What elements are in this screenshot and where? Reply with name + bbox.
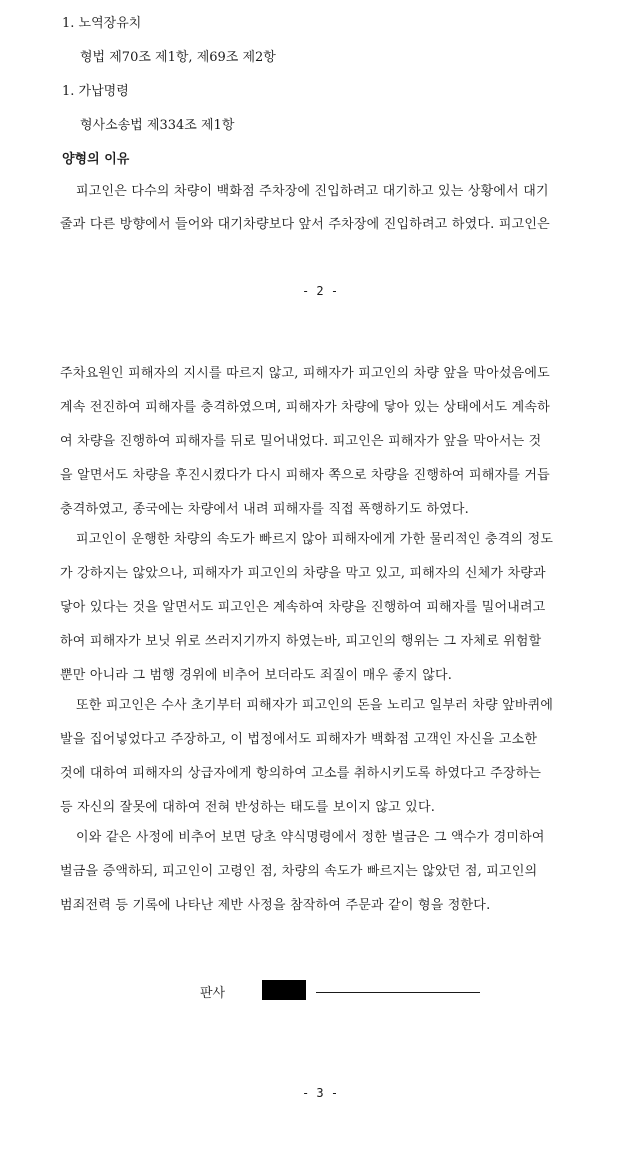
paragraph-line: 을 알면서도 차량을 후진시켰다가 다시 피해자 쪽으로 차량을 진행하여 피해자를 거듭 xyxy=(60,468,550,483)
paragraph-line: 하여 피해자가 보닛 위로 쓰러지기까지 하였는바, 피고인의 행위는 그 자체로 위험할 xyxy=(60,634,542,649)
redacted-name xyxy=(262,980,306,1000)
paragraph-line: 충격하였고, 종국에는 차량에서 내려 피해자를 직접 폭행하기도 하였다. xyxy=(60,502,469,517)
reason-title: 양형의 이유 xyxy=(62,152,130,167)
paragraph-line: 여 차량을 진행하여 피해자를 뒤로 밀어내었다. 피고인은 피해자가 앞을 막아서는 것 xyxy=(60,434,542,449)
paragraph-line: 또한 피고인은 수사 초기부터 피해자가 피고인의 돈을 노리고 일부러 차량 앞바퀴에 xyxy=(76,698,554,713)
paragraph-line: 범죄전력 등 기록에 나타난 제반 사정을 참작하여 주문과 같이 형을 정한다. xyxy=(60,898,491,913)
page-number: - 3 - xyxy=(301,1086,339,1100)
law-reference-detention: 형법 제70조 제1항, 제69조 제2항 xyxy=(80,50,276,65)
signature-line xyxy=(316,992,480,993)
paragraph-line: 벌금을 증액하되, 피고인이 고령인 점, 차량의 속도가 빠르지는 않았던 점, 피고인의 xyxy=(60,864,538,879)
paragraph-line: 계속 전진하여 피해자를 충격하였으며, 피해자가 차량에 닿아 있는 상태에서도 계속하 xyxy=(60,400,550,415)
paragraph-line: 뿐만 아니라 그 범행 경위에 비추어 보더라도 죄질이 매우 좋지 않다. xyxy=(60,668,453,683)
paragraph-line: 주차요원인 피해자의 지시를 따르지 않고, 피해자가 피고인의 차량 앞을 막아섰음에도 xyxy=(60,366,550,381)
paragraph-line: 것에 대하여 피해자의 상급자에게 항의하여 고소를 취하시키도록 하였다고 주장하는 xyxy=(60,766,542,781)
judge-label: 판사 xyxy=(200,986,226,1001)
paragraph-line: 닿아 있다는 것을 알면서도 피고인은 계속하여 차량을 진행하여 피해자를 밀어내려고 xyxy=(60,600,546,615)
law-reference-provisional-payment: 형사소송법 제334조 제1항 xyxy=(80,118,235,133)
paragraph-line: 발을 집어넣었다고 주장하고, 이 법정에서도 피해자가 백화점 고객인 자신을 고소한 xyxy=(60,732,538,747)
paragraph-line: 줄과 다른 방향에서 들어와 대기차량보다 앞서 주차장에 진입하려고 하였다. 피고인은 xyxy=(60,217,550,232)
paragraph-line: 피고인은 다수의 차량이 백화점 주차장에 진입하려고 대기하고 있는 상황에서 대기 xyxy=(76,184,549,199)
section-heading-detention: 1. 노역장유치 xyxy=(62,16,142,31)
paragraph-line: 가 강하지는 않았으나, 피해자가 피고인의 차량을 막고 있고, 피해자의 신체가 차량과 xyxy=(60,566,546,581)
section-heading-provisional-payment: 1. 가납명령 xyxy=(62,84,129,99)
paragraph-line: 이와 같은 사정에 비추어 보면 당초 약식명령에서 정한 벌금은 그 액수가 경미하여 xyxy=(76,830,545,845)
paragraph-line: 피고인이 운행한 차량의 속도가 빠르지 않아 피해자에게 가한 물리적인 충격의 정도 xyxy=(76,532,554,547)
page-number: - 2 - xyxy=(301,284,339,298)
paragraph-line: 등 자신의 잘못에 대하여 전혀 반성하는 태도를 보이지 않고 있다. xyxy=(60,800,436,815)
